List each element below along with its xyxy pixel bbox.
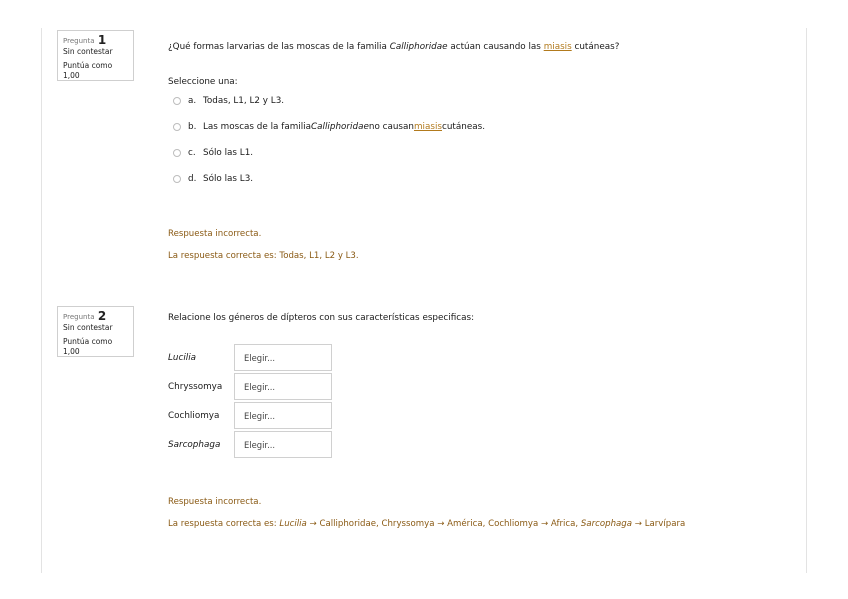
radio-button[interactable]: [173, 175, 181, 183]
question-grade-label: Puntúa como: [63, 61, 113, 70]
select-prompt: Seleccione una:: [168, 77, 238, 87]
question-2-text: Relacione los géneros de dípteros con sus características especificas:: [168, 313, 475, 323]
glossary-link-miasis[interactable]: miasis: [543, 42, 572, 52]
feedback-correct-answer: La respuesta correcta es: Lucilia → Calliphoridae, Chryssomya → América, Cochliomya → Africa, Sarcophaga → Larvípara: [168, 519, 686, 529]
match-label: Cochliomya: [168, 410, 220, 421]
match-row-chryssomya: [168, 373, 332, 400]
feedback-incorrect: Respuesta incorrecta.: [168, 497, 262, 507]
question-label: Pregunta: [63, 37, 95, 45]
option-c[interactable]: c. Sólo las L1.: [173, 148, 253, 158]
content-border-left: [41, 28, 42, 573]
question-state: Sin contestar: [63, 323, 113, 332]
question-label: Pregunta: [63, 313, 95, 321]
match-select-chryssomya[interactable]: Elegir...: [234, 373, 332, 400]
option-d[interactable]: d. Sólo las L3.: [173, 174, 253, 184]
question-1-info: [57, 30, 134, 81]
match-row-cochliomya: [168, 402, 332, 429]
feedback-correct-answer: La respuesta correcta es: Todas, L1, L2 y L3.: [168, 251, 359, 261]
option-b[interactable]: b. Las moscas de la familia Calliphoridae no causan miasis cutáneas.: [173, 122, 485, 132]
match-label: Sarcophaga: [168, 439, 221, 450]
glossary-link-miasis[interactable]: miasis: [413, 122, 442, 132]
question-number: 1: [97, 33, 107, 47]
match-select-cochliomya[interactable]: Elegir...: [234, 402, 332, 429]
content-border-right: [806, 28, 807, 573]
question-1-text: ¿Qué formas larvarias de las moscas de la familia Calliphoridae actúan causando las miasis cutáneas?: [168, 42, 620, 52]
feedback-incorrect: Respuesta incorrecta.: [168, 229, 262, 239]
match-select-lucilia[interactable]: Elegir...: [234, 344, 332, 371]
match-row-sarcophaga: [168, 431, 332, 458]
question-grade-label: Puntúa como: [63, 337, 113, 346]
radio-button[interactable]: [173, 97, 181, 105]
match-row-lucilia: [168, 344, 332, 371]
question-state: Sin contestar: [63, 47, 113, 56]
question-number: 2: [97, 309, 107, 323]
match-label: Lucilia: [168, 352, 197, 363]
question-grade-value: 1,00: [63, 347, 80, 356]
match-label: Chryssomya: [168, 381, 223, 392]
match-select-sarcophaga[interactable]: Elegir...: [234, 431, 332, 458]
question-2-info: [57, 306, 134, 357]
radio-button[interactable]: [173, 123, 181, 131]
option-a[interactable]: a. Todas, L1, L2 y L3.: [173, 96, 284, 106]
question-grade-value: 1,00: [63, 71, 80, 80]
radio-button[interactable]: [173, 149, 181, 157]
